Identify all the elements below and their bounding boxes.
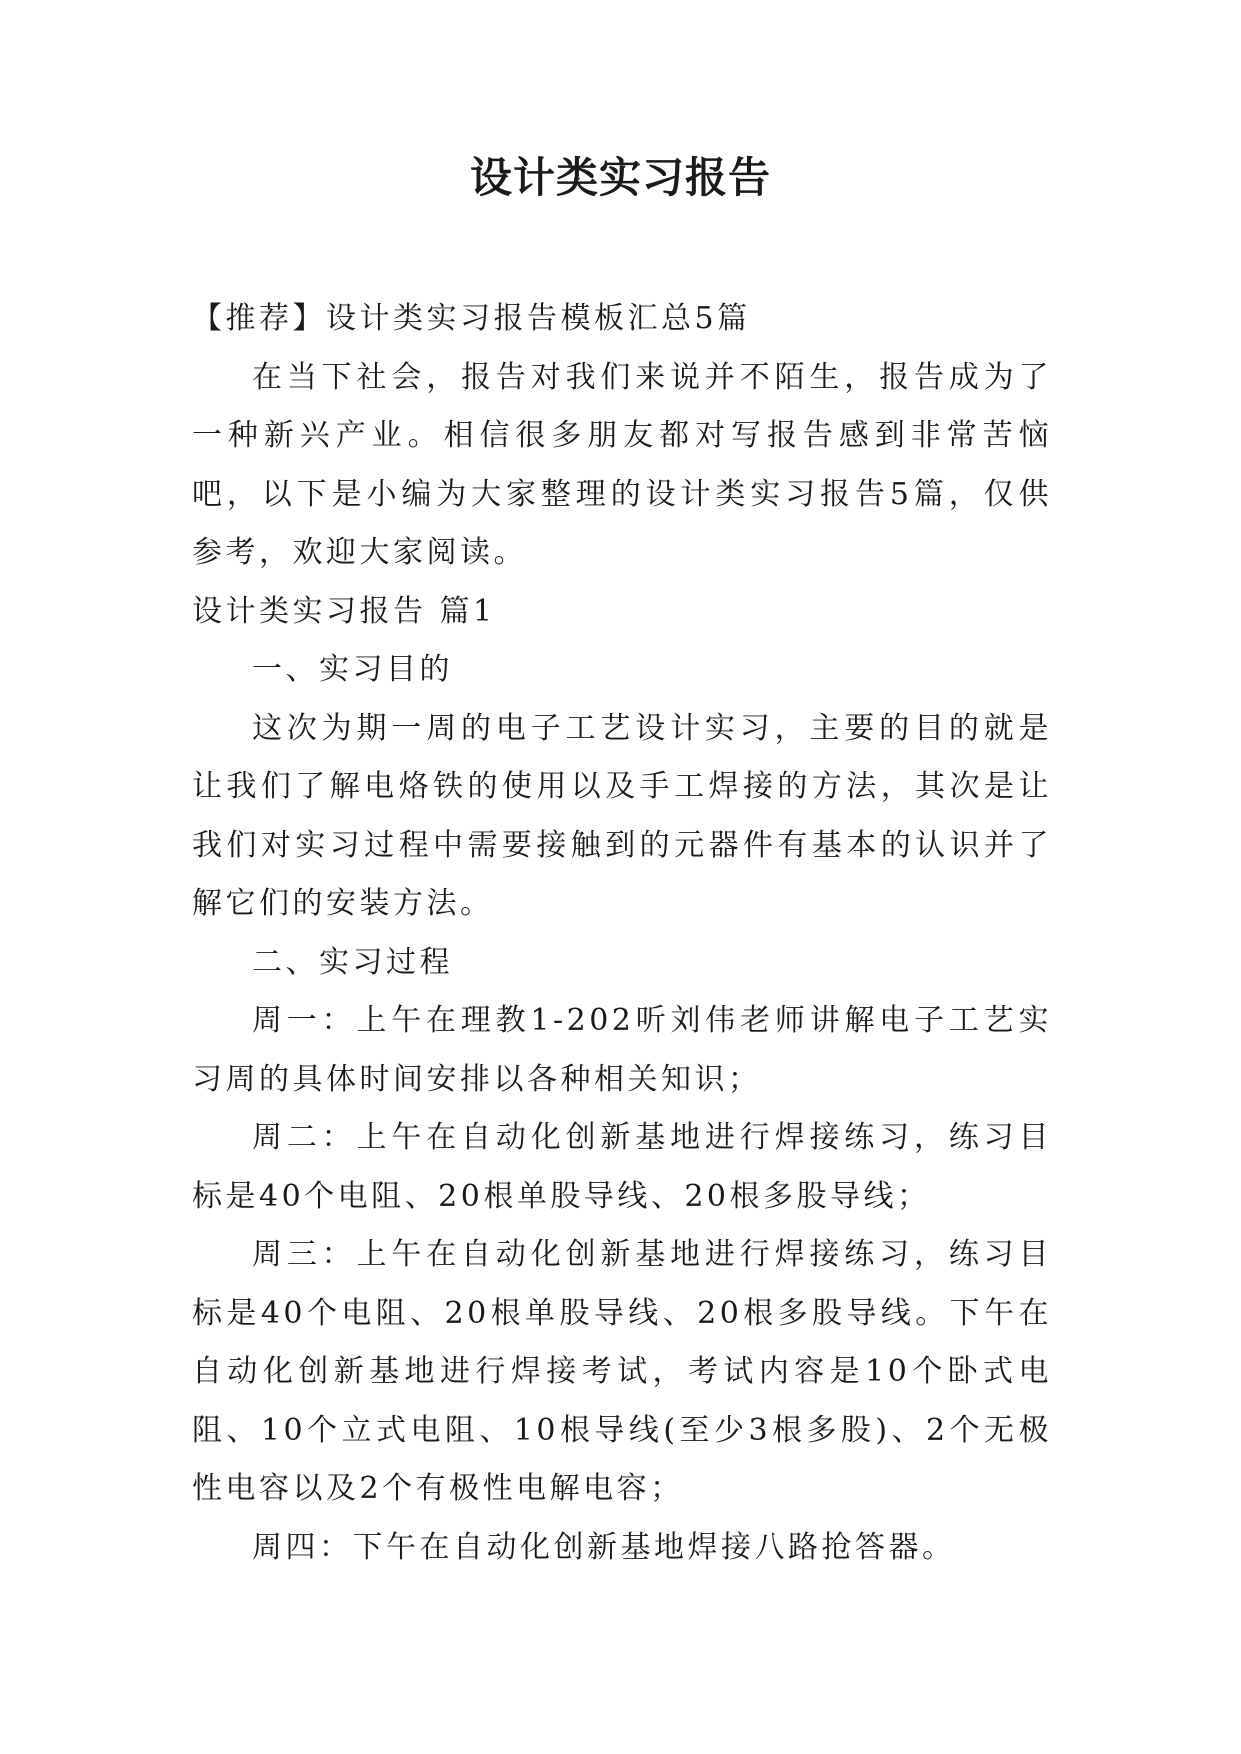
intro-heading: 【推荐】设计类实习报告模板汇总5篇 <box>192 301 751 336</box>
intro-paragraph: 在当下社会，报告对我们来说并不陌生，报告成为了一种新兴产业。相信很多朋友都对写报告感到非常苦恼吧，以下是小编为大家整理的设计类实习报告5篇，仅供参考，欢迎大家阅读。 <box>192 359 1052 570</box>
process-thursday: 周四：下午在自动化创新基地焊接八路抢答器。 <box>252 1529 956 1565</box>
process-tuesday: 周二：上午在自动化创新基地进行焊接练习，练习目标是40个电阻、20根单股导线、20根多股导线； <box>192 1120 1052 1214</box>
document-body <box>192 290 1052 1577</box>
subheading-process: 二、实习过程 <box>252 944 453 980</box>
process-monday: 周一：上午在理教1-202听刘伟老师讲解电子工艺实习周的具体时间安排以各种相关知识； <box>192 1003 1052 1097</box>
subheading-purpose: 一、实习目的 <box>252 652 453 687</box>
purpose-paragraph: 这次为期一周的电子工艺设计实习，主要的目的就是让我们了解电烙铁的使用以及手工焊接的方法，其次是让我们对实习过程中需要接触到的元器件有基本的认识并了解它们的安装方法。 <box>192 710 1052 921</box>
page-title: 设计类实习报告 <box>469 153 771 202</box>
section-heading-part-1: 设计类实习报告 篇1 <box>192 593 496 629</box>
process-wednesday: 周三：上午在自动化创新基地进行焊接练习，练习目标是40个电阻、20根单股导线、20根多股导线。下午在自动化创新基地进行焊接考试，考试内容是10个卧式电阻、10个立式电阻、10根导线(至少3根多股)、2个无极性电容以及2个有极性电解电容； <box>192 1237 1052 1506</box>
